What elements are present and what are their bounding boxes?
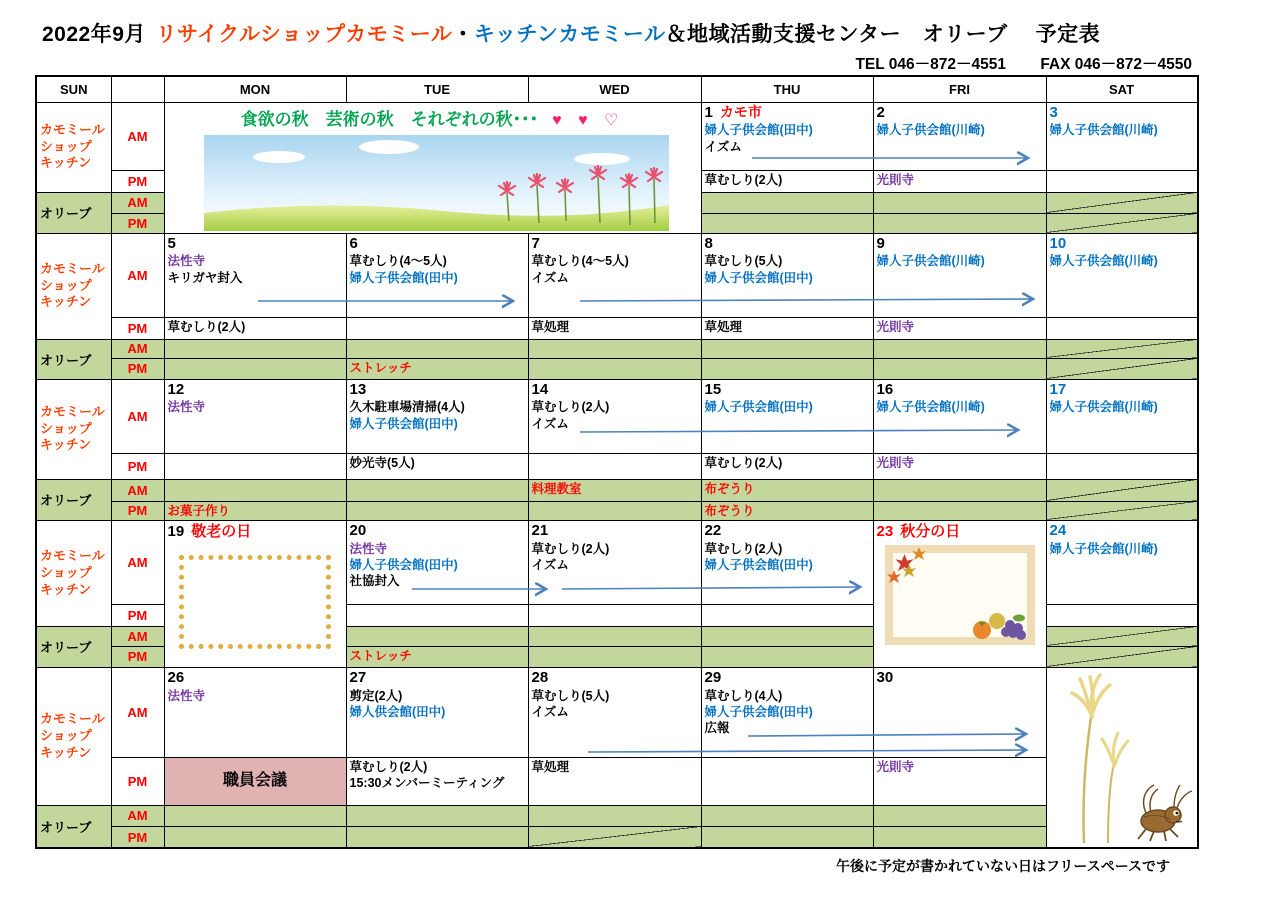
schedule-entry: 婦人子供会館(川崎) [1049, 123, 1158, 138]
date-line [532, 235, 698, 254]
calendar-cell-sat-olive-pm [1046, 501, 1198, 520]
schedule-entry: 婦人子供会館(田中) [349, 270, 458, 285]
weekday-header: MON [164, 76, 346, 102]
date-number: 29 [704, 668, 722, 686]
calendar-cell-tue-am [346, 233, 528, 317]
time-label-am: AM [111, 479, 164, 501]
schedule-entry: イズム [531, 704, 569, 719]
weekday-header-row [36, 76, 1198, 102]
schedule-entry: 婦人子供会館(川崎) [1049, 541, 1158, 556]
date-number: 5 [167, 234, 176, 252]
schedule-entry: 婦人供会館(田中) [349, 704, 446, 719]
weekday-header: FRI [873, 76, 1046, 102]
calendar-cell-thu-olive-am [701, 479, 873, 501]
calendar-cell-mon-olive-pm [164, 826, 346, 848]
date-line [877, 381, 1043, 400]
date-number: 1 [704, 103, 713, 121]
calendar-cell-thu-olive-pm [701, 646, 873, 667]
time-label-am: AM [111, 667, 164, 757]
calendar-cell-fri-olive-pm [873, 501, 1046, 520]
calendar-cell-mon [164, 102, 701, 233]
calendar-cell-fri-pm [873, 317, 1046, 339]
holiday-label: 敬老の日 [191, 522, 252, 540]
calendar-cell-thu-olive-pm [701, 358, 873, 379]
cloud [359, 140, 419, 154]
time-label-am: AM [111, 805, 164, 826]
olive-am-row [36, 805, 1198, 826]
calendar-cell-thu-olive-pm [701, 213, 873, 233]
schedule-entry: 婦人子供会館(田中) [704, 270, 813, 285]
calendar-cell-wed-olive-am [528, 339, 701, 358]
calendar-cell-sat-am [1046, 520, 1198, 604]
calendar-cell-sat-am [1046, 233, 1198, 317]
calendar-cell-wed-olive-am [528, 626, 701, 646]
title-schedule-word: 予定表 [1035, 23, 1101, 46]
week-am-row [36, 102, 1198, 170]
date-number: 14 [531, 380, 549, 398]
schedule-entry: 光則寺 [876, 172, 915, 187]
schedule-entry: 久木駐車場清掃(4人) [349, 400, 465, 415]
calendar-cell-wed-am [528, 233, 701, 317]
row-label-kamomile: カモミール ショップ キッチン [36, 379, 111, 479]
calendar-cell-tue-olive-pm [346, 646, 528, 667]
weekday-header: TUE [346, 76, 528, 102]
calendar-cell-thu-olive-pm [701, 826, 873, 848]
calendar-cell-thu-pm [701, 317, 873, 339]
date-number: 16 [876, 380, 894, 398]
olive-pm-row [36, 358, 1198, 379]
date-number: 7 [531, 234, 540, 252]
row-label-kamomile: カモミール ショップ キッチン [36, 102, 111, 192]
cricket [1138, 785, 1192, 841]
schedule-entry: イズム [531, 557, 569, 572]
olive-pm-row [36, 826, 1198, 848]
date-line [1050, 235, 1194, 254]
calendar-cell-fri-olive-pm [873, 213, 1046, 233]
calendar-cell-fri-olive-am [873, 192, 1046, 213]
tel-label: TEL [855, 56, 885, 73]
date-number: 6 [349, 234, 358, 252]
pampas-grass-and-cricket-illustration [1050, 671, 1194, 843]
calendar-cell-tue-pm [346, 604, 528, 626]
weekday-header: THU [701, 76, 873, 102]
calendar-cell-fri-am [873, 667, 1046, 757]
calendar-cell-tue-olive-pm [346, 826, 528, 848]
date-line [532, 669, 698, 688]
schedule-entry: 草むしり(4～5人) [349, 254, 447, 269]
date-number: 9 [876, 234, 885, 252]
calendar-cell-sat-olive-am [1046, 339, 1198, 358]
season-banner-text: 食欲の秋 芸術の秋 それぞれの秋･･･ [240, 109, 539, 129]
time-label-pm: PM [111, 757, 164, 805]
schedule-entry: 草むしり(2人) [349, 759, 428, 774]
weekday-header: SUN [36, 76, 111, 102]
date-line [705, 381, 870, 400]
calendar-cell-sat-am [1046, 379, 1198, 453]
calendar-cell-thu-pm [701, 170, 873, 192]
schedule-entry: 婦人子供会館(川崎) [876, 123, 985, 138]
time-label-am: AM [111, 233, 164, 317]
title-kitchen: キッチンカモミール [473, 23, 666, 46]
pampas-grass [1072, 675, 1128, 843]
calendar-cell-thu-pm [701, 757, 873, 805]
calendar-cell-sat-olive-pm [1046, 358, 1198, 379]
schedule-entry: 婦人子供会館(田中) [349, 416, 458, 431]
week-pm-row [36, 757, 1198, 805]
date-line [168, 522, 343, 542]
date-line [1050, 522, 1194, 541]
date-number: 15 [704, 380, 722, 398]
schedule-entry: 草むしり(4人) [704, 688, 783, 703]
time-label-pm: PM [111, 317, 164, 339]
calendar-cell-fri-olive-pm [873, 826, 1046, 848]
schedule-entry: 婦人子供会館(川崎) [876, 254, 985, 269]
calendar-cell-tue-am [346, 520, 528, 604]
contact-info [855, 52, 1192, 74]
calendar-cell-thu-am [701, 667, 873, 757]
date-number: 10 [1049, 234, 1067, 252]
date-line [877, 522, 1043, 542]
time-label-pm: PM [111, 646, 164, 667]
time-label-am: AM [111, 102, 164, 170]
calendar-cell-fri-am [873, 102, 1046, 170]
schedule-entry: 布ぞうり [704, 481, 755, 496]
schedule-entry: 婦人子供会館(川崎) [1049, 254, 1158, 269]
date-line [1050, 104, 1194, 123]
calendar-cell-tue-pm [346, 757, 528, 805]
schedule-entry: 婦人子供会館(田中) [349, 557, 458, 572]
cloud [574, 153, 630, 165]
date-number: 3 [1049, 103, 1058, 121]
date-number: 30 [876, 668, 894, 686]
calendar-cell-thu-pm [701, 604, 873, 626]
calendar-cell-tue-olive-pm [346, 358, 528, 379]
weekday-header: WED [528, 76, 701, 102]
calendar-cell-fri-olive-am [873, 805, 1046, 826]
calendar-cell-wed-olive-pm [528, 646, 701, 667]
calendar-cell-wed-pm [528, 453, 701, 479]
calendar-cell-tue-am [346, 667, 528, 757]
calendar-cell-wed-olive-pm [528, 501, 701, 520]
schedule-entry: 草むしり(2人) [167, 319, 246, 334]
schedule-entry: 婦人子供会館(川崎) [1049, 400, 1158, 415]
calendar-cell-wed-olive-am [528, 805, 701, 826]
time-label-am: AM [111, 192, 164, 213]
holiday-label: カモ市 [719, 103, 762, 120]
autumn-field-illustration [204, 135, 669, 231]
schedule-entry: 光則寺 [876, 455, 915, 470]
date-line [350, 522, 525, 541]
calendar-cell-mon-pm [164, 453, 346, 479]
calendar-cell-thu-olive-am [701, 192, 873, 213]
date-number: 2 [876, 103, 885, 121]
row-label-olive: オリーブ [36, 192, 111, 233]
date-number: 12 [167, 380, 185, 398]
time-label-pm: PM [111, 501, 164, 520]
calendar-cell-thu-am [701, 102, 873, 170]
time-label-pm: PM [111, 170, 164, 192]
calendar-cell-thu-am [701, 520, 873, 604]
calendar-cell-tue-olive-am [346, 805, 528, 826]
calendar-cell-fri-am [873, 379, 1046, 453]
weekday-header [111, 76, 164, 102]
calendar-cell-sat-olive-am [1046, 479, 1198, 501]
calendar-cell-sat-pm [1046, 453, 1198, 479]
calendar-cell-wed-olive-pm [528, 358, 701, 379]
fax-number: 046－872－4550 [1074, 56, 1192, 73]
date-number: 8 [704, 234, 713, 252]
schedule-entry: 草処理 [531, 759, 570, 774]
schedule-entry: 法性寺 [167, 400, 206, 415]
calendar-cell-sat-pm [1046, 170, 1198, 192]
schedule-entry: 光則寺 [876, 759, 915, 774]
calendar-cell-thu-am [701, 233, 873, 317]
calendar-cell-fri [873, 520, 1046, 667]
schedule-entry: イズム [704, 139, 742, 154]
calendar-cell-mon-am [164, 233, 346, 317]
date-number: 26 [167, 668, 185, 686]
time-label-am: AM [111, 379, 164, 453]
schedule-entry: 光則寺 [876, 319, 915, 334]
schedule-entry: 布ぞうり [704, 503, 755, 518]
schedule-entry: 婦人子供会館(田中) [704, 704, 813, 719]
date-number: 19 [167, 522, 185, 540]
schedule-entry: 15:30メンバーミーティング [349, 776, 505, 790]
calendar-cell-fri-pm [873, 170, 1046, 192]
holiday-label: 秋分の日 [900, 522, 961, 540]
week-pm-row [36, 453, 1198, 479]
date-line [705, 235, 870, 254]
week-am-row [36, 379, 1198, 453]
calendar-cell-thu-pm [701, 453, 873, 479]
calendar-cell-wed-am [528, 379, 701, 453]
time-label-pm: PM [111, 453, 164, 479]
title-center: ＆地域活動支援センター オリーブ [665, 23, 1008, 46]
date-line [705, 669, 870, 688]
calendar-cell-mon-olive-am [164, 805, 346, 826]
fax-label: FAX [1040, 56, 1071, 73]
page-title [42, 18, 1100, 48]
time-label-pm: PM [111, 826, 164, 848]
schedule-entry: 法性寺 [349, 541, 388, 556]
week-am-row [36, 667, 1198, 757]
schedule-entry: 草むしり(2人) [704, 541, 783, 556]
schedule-entry: 草むしり(2人) [531, 541, 610, 556]
calendar-cell-fri-olive-am [873, 479, 1046, 501]
schedule-entry: 法性寺 [167, 254, 206, 269]
calendar-cell-mon-olive-pm [164, 358, 346, 379]
date-number: 24 [1049, 521, 1067, 539]
date-line [705, 522, 870, 541]
calendar-cell-sat-olive-pm [1046, 213, 1198, 233]
calendar-cell-sat-olive-am [1046, 626, 1198, 646]
schedule-entry: 草むしり(2人) [704, 455, 783, 470]
calendar-cell-fri-pm [873, 757, 1046, 805]
heart-icons: ♥ ♥ ♡ [552, 111, 625, 129]
calendar-cell-sat-pm [1046, 604, 1198, 626]
cloud [253, 151, 305, 163]
calendar-table [35, 75, 1199, 849]
date-number: 17 [1049, 380, 1067, 398]
autumn-fruits-frame-illustration [885, 545, 1035, 645]
rice-ear-frame-illustration [179, 555, 331, 649]
calendar-cell-sat [1046, 667, 1198, 848]
calendar-cell-tue-olive-am [346, 626, 528, 646]
date-number: 27 [349, 668, 367, 686]
calendar-cell-mon-olive-am [164, 479, 346, 501]
time-label-am: AM [111, 520, 164, 604]
calendar-cell-tue-pm [346, 317, 528, 339]
calendar-cell-tue-olive-pm [346, 501, 528, 520]
calendar-cell-wed-pm [528, 604, 701, 626]
time-label-pm: PM [111, 213, 164, 233]
calendar-cell-sat-olive-pm [1046, 646, 1198, 667]
date-line [168, 235, 343, 254]
schedule-entry: 草処理 [531, 319, 570, 334]
schedule-entry: 婦人子供会館(川崎) [876, 400, 985, 415]
title-recycle-shop: リサイクルショップカモミール [155, 23, 453, 46]
schedule-entry: イズム [531, 270, 569, 285]
schedule-entry: 社協封入 [349, 574, 400, 588]
schedule-entry: 職員会議 [222, 772, 287, 790]
date-line [350, 381, 525, 400]
schedule-entry: 草処理 [704, 319, 743, 334]
olive-am-row [36, 479, 1198, 501]
calendar-cell-wed-am [528, 667, 701, 757]
schedule-entry: 婦人子供会館(田中) [704, 557, 813, 572]
calendar-cell-sat-am [1046, 102, 1198, 170]
row-label-olive: オリーブ [36, 805, 111, 848]
calendar-cell-wed-pm [528, 757, 701, 805]
date-line [1050, 381, 1194, 400]
calendar-cell-mon-am [164, 379, 346, 453]
calendar-cell-mon [164, 520, 346, 667]
date-line [532, 522, 698, 541]
calendar-cell-thu-am [701, 379, 873, 453]
time-label-am: AM [111, 626, 164, 646]
calendar-cell-tue-olive-am [346, 339, 528, 358]
schedule-entry: ストレッチ [349, 360, 412, 375]
calendar-cell-thu-olive-pm [701, 501, 873, 520]
row-label-kamomile: カモミール ショップ キッチン [36, 520, 111, 626]
schedule-entry: 婦人子供会館(田中) [704, 123, 813, 138]
calendar-cell-thu-olive-am [701, 339, 873, 358]
schedule-entry: ストレッチ [349, 648, 412, 663]
schedule-entry: 草むしり(5人) [704, 254, 783, 269]
row-label-olive: オリーブ [36, 339, 111, 379]
title-separator: ・ [452, 23, 474, 46]
date-number: 21 [531, 521, 549, 539]
date-line [877, 104, 1043, 123]
calendar-cell-mon-olive-am [164, 339, 346, 358]
date-line [168, 381, 343, 400]
calendar-cell-mon-olive-pm [164, 501, 346, 520]
schedule-entry: 剪定(2人) [349, 688, 403, 703]
row-label-olive: オリーブ [36, 626, 111, 667]
calendar-cell-tue-pm [346, 453, 528, 479]
date-line [877, 235, 1043, 254]
date-number: 20 [349, 521, 367, 539]
date-number: 23 [876, 522, 894, 540]
calendar-cell-fri-olive-pm [873, 358, 1046, 379]
date-line [532, 381, 698, 400]
calendar-cell-wed-olive-am [528, 479, 701, 501]
schedule-entry: 草むしり(2人) [531, 400, 610, 415]
date-line [350, 235, 525, 254]
schedule-entry: 草むしり(5人) [531, 688, 610, 703]
schedule-entry: キリガヤ封入 [167, 270, 243, 285]
date-line [350, 669, 525, 688]
schedule-entry: 広報 [704, 721, 730, 735]
olive-am-row [36, 339, 1198, 358]
footnote: 午後に予定が書かれていない日はフリースペースです [835, 858, 1170, 874]
date-number: 13 [349, 380, 367, 398]
calendar-cell-thu-olive-am [701, 805, 873, 826]
calendar-cell-fri-am [873, 233, 1046, 317]
title-month: 2022年9月 [42, 23, 146, 46]
calendar-cell-mon-pm [164, 317, 346, 339]
schedule-entry: お菓子作り [167, 503, 231, 518]
week-am-row [36, 520, 1198, 604]
calendar-cell-wed-olive-pm [528, 826, 701, 848]
schedule-entry: 婦人子供会館(田中) [704, 400, 813, 415]
calendar-cell-fri-olive-am [873, 339, 1046, 358]
season-banner [168, 105, 698, 130]
calendar-cell-thu-olive-am [701, 626, 873, 646]
row-label-olive: オリーブ [36, 479, 111, 520]
tel-number: 046－872－4551 [888, 56, 1006, 73]
date-line [877, 669, 1043, 688]
date-number: 28 [531, 668, 549, 686]
schedule-entry: イズム [531, 416, 569, 431]
time-label-pm: PM [111, 358, 164, 379]
week-pm-row [36, 317, 1198, 339]
olive-pm-row [36, 501, 1198, 520]
row-label-kamomile: カモミール ショップ キッチン [36, 233, 111, 339]
calendar-cell-mon-pm [164, 757, 346, 805]
calendar-cell-sat-olive-am [1046, 192, 1198, 213]
calendar-cell-mon-am [164, 667, 346, 757]
schedule-entry: 料理教室 [531, 481, 582, 496]
date-line [705, 104, 870, 123]
calendar-cell-sat-pm [1046, 317, 1198, 339]
row-label-kamomile: カモミール ショップ キッチン [36, 667, 111, 805]
schedule-entry: 妙光寺(5人) [349, 455, 415, 470]
schedule-entry: 草むしり(2人) [704, 172, 783, 187]
calendar-cell-wed-am [528, 520, 701, 604]
schedule-entry: 法性寺 [167, 688, 206, 703]
time-label-am: AM [111, 339, 164, 358]
calendar-cell-tue-olive-am [346, 479, 528, 501]
calendar-cell-tue-am [346, 379, 528, 453]
week-am-row [36, 233, 1198, 317]
date-line [168, 669, 343, 688]
time-label-pm: PM [111, 604, 164, 626]
weekday-header: SAT [1046, 76, 1198, 102]
calendar-cell-fri-pm [873, 453, 1046, 479]
calendar-cell-wed-pm [528, 317, 701, 339]
date-number: 22 [704, 521, 722, 539]
schedule-entry: 草むしり(4～5人) [531, 254, 629, 269]
